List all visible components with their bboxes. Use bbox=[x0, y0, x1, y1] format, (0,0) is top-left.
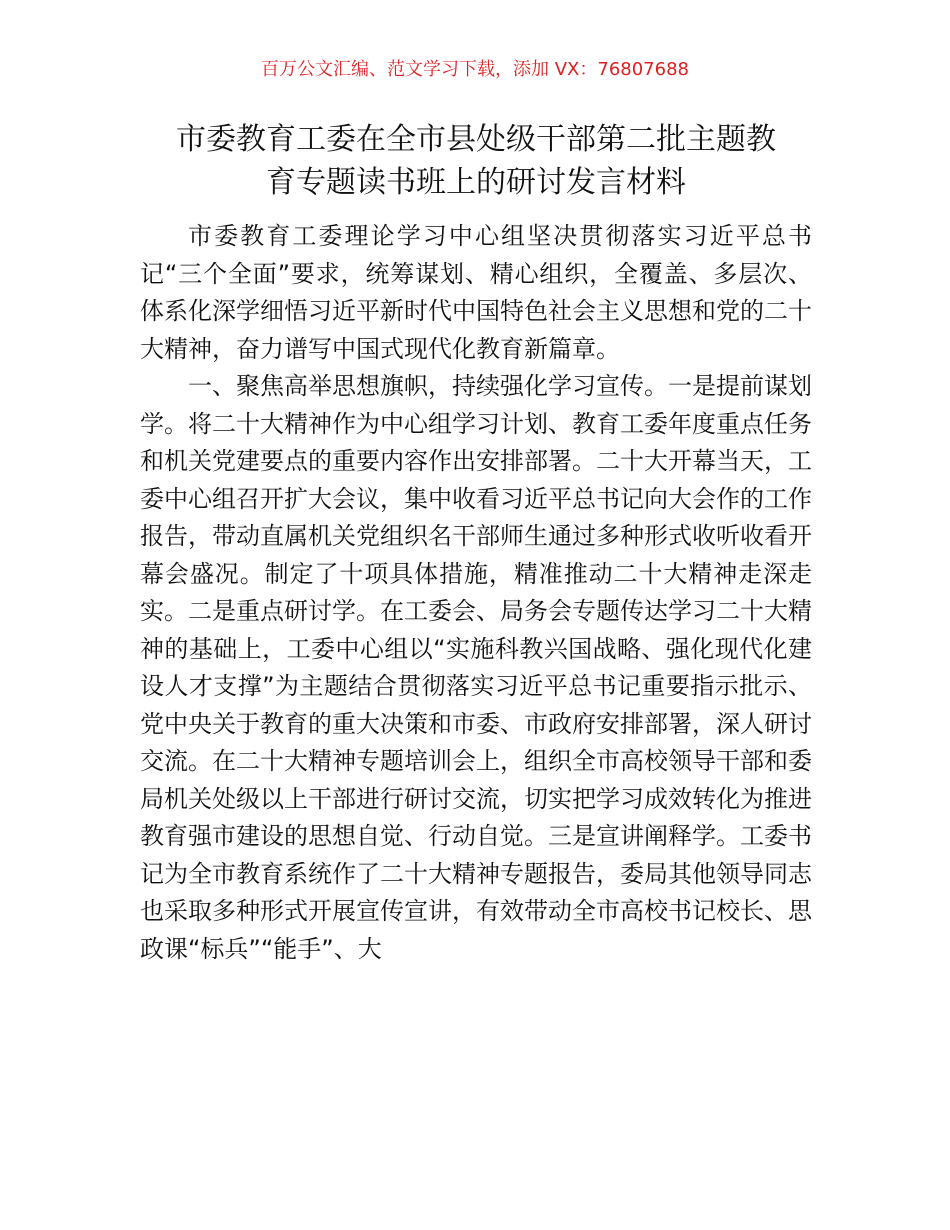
title-line-2: 育专题读书班上的研讨发言材料 bbox=[266, 165, 686, 200]
document-body bbox=[140, 218, 812, 968]
paragraph-section-one: 一、聚焦高举思想旗帜，持续强化学习宣传。一是提前谋划学。将二十大精神作为中心组学习计划、教育工委年度重点任务和机关党建要点的重要内容作出安排部署。二十大开幕当天，工委中心组召开扩大会议，集中收看习近平总书记向大会作的工作报告，带动直属机关党组织名干部师生通过多种形式收听收看开幕会盛况。制定了十项具体措施，精准推动二十大精神走深走实。二是重点研讨学。在工委会、局务会专题传达学习二十大精神的基础上，工委中心组以“实施科教兴国战略、强化现代化建设人才支撑”为主题结合贯彻落实习近平总书记重要指示批示、党中央关于教育的重大决策和市委、市政府安排部署，深人研讨交流。在二十大精神专题培训会上，组织全市高校领导干部和委局机关处级以上干部进行研讨交流，切实把学习成效转化为推进教育强市建设的思想自觉、行动自觉。三是宣讲阐释学。工委书记为全市教育系统作了二十大精神专题报告，委局其他领导同志也采取多种形式开展宣传宣讲，有效带动全市高校书记校长、思政课“标兵”“能手”、大 bbox=[140, 372, 812, 963]
document-title bbox=[140, 118, 812, 204]
paragraph-intro: 市委教育工委理论学习中心组坚决贯彻落实习近平总书记“三个全面”要求，统筹谋划、精心组织，全覆盖、多层次、体系化深学细悟习近平新时代中国特色社会主义思想和党的二十大精神，奋力谱写中国式现代化教育新篇章。 bbox=[140, 222, 812, 363]
title-line-1: 市委教育工委在全市县处级干部第二批主题教 bbox=[176, 122, 776, 157]
watermark-header: 百万公文汇编、范文学习下载，添加 VX：76807688 bbox=[261, 59, 689, 80]
